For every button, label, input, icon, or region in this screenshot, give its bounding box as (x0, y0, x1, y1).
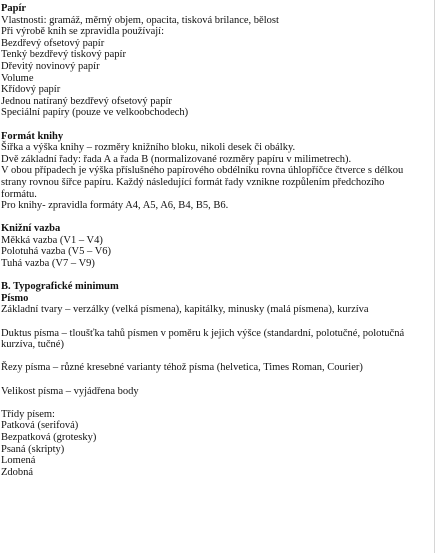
papir-item: Křídový papír (1, 84, 61, 96)
typo-class-item: Psaná (skripty) (1, 443, 65, 455)
subheading-pismo: Písmo (1, 292, 29, 304)
format-series: Dvě základní řady: řada A a řada B (normalizované rozměry papíru v milimetrech). (1, 153, 352, 165)
vazba-item: Měkká vazba (V1 – V4) (1, 234, 103, 246)
papir-properties: Vlastnosti: gramáž, měrný objem, opacita, tisková brilance, bělost (1, 14, 279, 26)
papir-item: Volume (1, 72, 34, 84)
section-heading-typo: B. Typografické minimum (1, 281, 119, 293)
document-page (1, 3, 421, 478)
spacer (1, 119, 421, 131)
spacer (1, 316, 421, 328)
spacer (1, 212, 421, 224)
spacer (1, 397, 421, 409)
format-paragraph: V obou případech je výška příslušného papírového obdélníku rovna úhlopříčce čtverce s délkou strany rovnou šířce papíru. Každý následující formát řady vznikne rozpůlením předchozího formátu. (1, 165, 404, 200)
section-heading-vazba: Knižní vazba (1, 223, 61, 235)
papir-item: Speciální papíry (pouze ve velkoobchodech) (1, 107, 189, 119)
typo-class-item: Patková (serifová) (1, 420, 79, 432)
typo-classes-title: Třídy písem: (1, 408, 55, 420)
format-dimensions: Šířka a výška knihy – rozměry knižního bloku, nikoli desek či obálky. (1, 142, 296, 154)
typo-rez: Řezy písma – různé kresebné varianty téhož písma (helvetica, Times Roman, Courier) (1, 362, 363, 374)
typo-velikost: Velikost písma – vyjádřena body (1, 385, 139, 397)
spacer (1, 374, 421, 386)
papir-intro: Při výrobě knih se zpravidla používají: (1, 26, 165, 38)
papir-item: Dřevitý novinový papír (1, 60, 100, 72)
typo-shapes: Základní tvary – verzálky (velká písmena), kapitálky, minusky (malá písmena), kurzíva (1, 304, 369, 316)
typo-duktus: Duktus písma – tloušťka tahů písmen v poměru k jejich výšce (standardní, polotučné, polotučná kurzíva, tučné) (1, 327, 405, 351)
spacer (1, 270, 421, 282)
typo-class-item: Zdobná (1, 466, 34, 478)
papir-item: Jednou natíraný bezdřevý ofsetový papír (1, 95, 172, 107)
spacer (1, 351, 421, 363)
section-heading-papir: Papír (1, 3, 27, 14)
typo-class-item: Bezpatková (grotesky) (1, 431, 97, 443)
section-heading-format: Formát knihy (1, 130, 64, 142)
format-books: Pro knihy- zpravidla formáty A4, A5, A6, B4, B5, B6. (1, 200, 229, 212)
papir-item: Tenký bezdřevý tiskový papír (1, 49, 126, 61)
vazba-item: Tuhá vazba (V7 – V9) (1, 258, 95, 270)
papir-item: Bezdřevý ofsetový papír (1, 37, 105, 49)
typo-class-item: Lomená (1, 455, 36, 467)
vazba-item: Polotuhá vazba (V5 – V6) (1, 246, 112, 258)
